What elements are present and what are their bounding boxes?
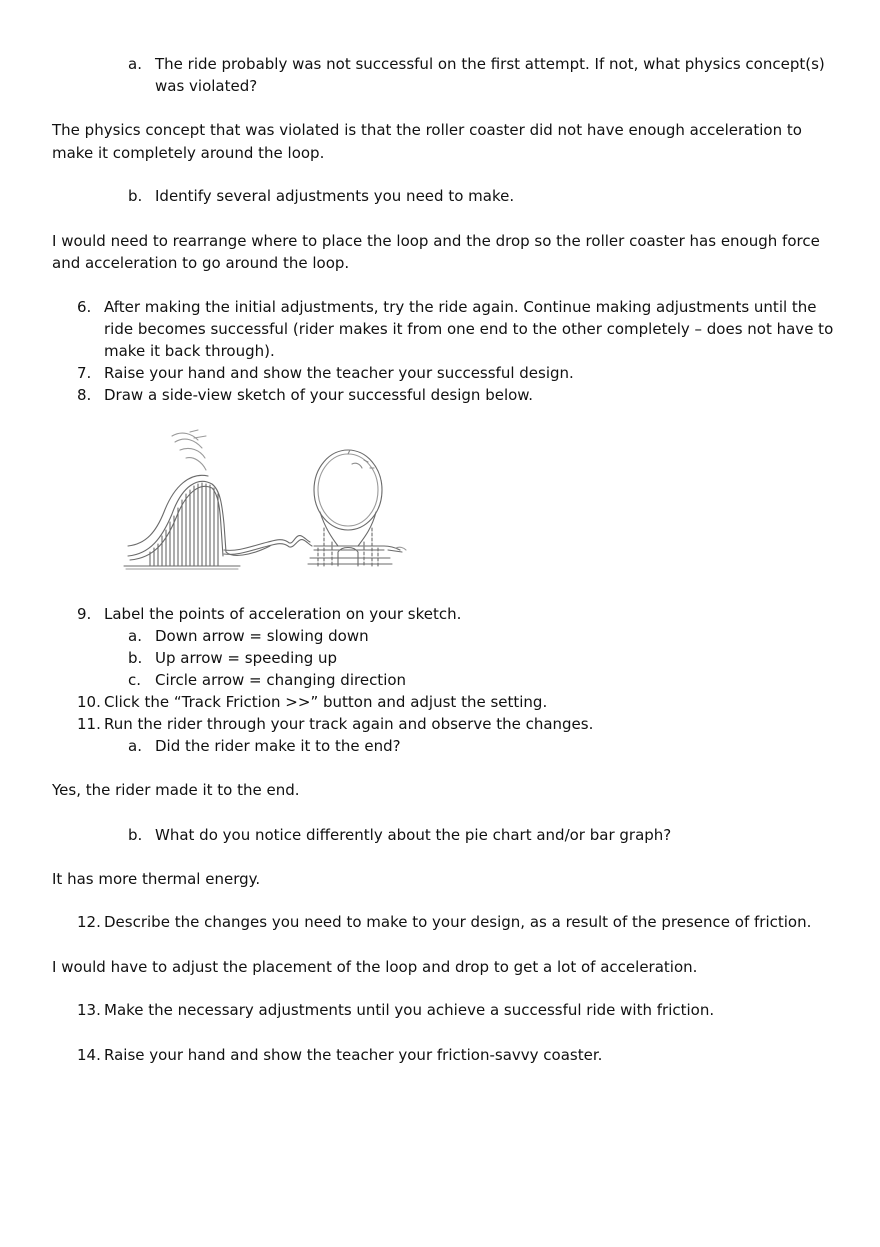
question-5b-text: Identify several adjustments you need to make.	[155, 187, 515, 205]
question-5a-marker: a.	[128, 55, 142, 73]
step-6-line2: ride becomes successful (rider makes it from one end to the other completely – does not have to	[104, 320, 834, 338]
answer-11b: It has more thermal energy.	[52, 870, 261, 888]
step-11-text: Run the rider through your track again and observe the changes.	[104, 715, 594, 733]
step-14-number: 14.	[77, 1046, 101, 1064]
question-11b-text: What do you notice differently about the pie chart and/or bar graph?	[155, 826, 672, 844]
answer-5b-line2: and acceleration to go around the loop.	[52, 254, 350, 272]
question-5a-text-line2: was violated?	[155, 77, 258, 95]
question-11a-marker: a.	[128, 737, 142, 755]
answer-12: I would have to adjust the placement of the loop and drop to get a lot of acceleration.	[52, 958, 698, 976]
step-9-item-b-text: Up arrow = speeding up	[155, 649, 338, 667]
step-10-text: Click the “Track Friction >>” button and adjust the setting.	[104, 693, 548, 711]
step-8-number: 8.	[77, 386, 92, 404]
step-9-text: Label the points of acceleration on your sketch.	[104, 605, 462, 623]
question-5b-marker: b.	[128, 187, 143, 205]
step-12-text: Describe the changes you need to make to your design, as a result of the presence of friction.	[104, 913, 812, 931]
step-13-number: 13.	[77, 1001, 101, 1019]
step-9-item-a-marker: a.	[128, 627, 142, 645]
step-6-line1: After making the initial adjustments, try the ride again. Continue making adjustments until the	[104, 298, 817, 316]
step-7-text: Raise your hand and show the teacher your successful design.	[104, 364, 574, 382]
step-13-text: Make the necessary adjustments until you achieve a successful ride with friction.	[104, 1001, 715, 1019]
step-9-item-c-marker: c.	[128, 671, 142, 689]
step-6-number: 6.	[77, 298, 92, 316]
step-8-text: Draw a side-view sketch of your successful design below.	[104, 386, 533, 404]
question-11b-marker: b.	[128, 826, 143, 844]
step-14-text: Raise your hand and show the teacher your friction-savvy coaster.	[104, 1046, 603, 1064]
roller-coaster-sketch	[120, 428, 415, 576]
step-9-item-a-text: Down arrow = slowing down	[155, 627, 369, 645]
step-12-number: 12.	[77, 913, 101, 931]
step-10-number: 10.	[77, 693, 101, 711]
step-7-number: 7.	[77, 364, 92, 382]
step-9-item-c-text: Circle arrow = changing direction	[155, 671, 407, 689]
answer-5a-line2: make it completely around the loop.	[52, 144, 325, 162]
step-6-line3: make it back through).	[104, 342, 275, 360]
step-9-number: 9.	[77, 605, 92, 623]
answer-5b-line1: I would need to rearrange where to place the loop and the drop so the roller coaster has enough force	[52, 232, 820, 250]
question-5a-text-line1: The ride probably was not successful on the first attempt. If not, what physics concept(s)	[155, 55, 825, 73]
step-9-item-b-marker: b.	[128, 649, 143, 667]
step-11-number: 11.	[77, 715, 101, 733]
answer-5a-line1: The physics concept that was violated is that the roller coaster did not have enough acceleration to	[52, 121, 802, 139]
question-11a-text: Did the rider make it to the end?	[155, 737, 401, 755]
answer-11a: Yes, the rider made it to the end.	[52, 781, 300, 799]
